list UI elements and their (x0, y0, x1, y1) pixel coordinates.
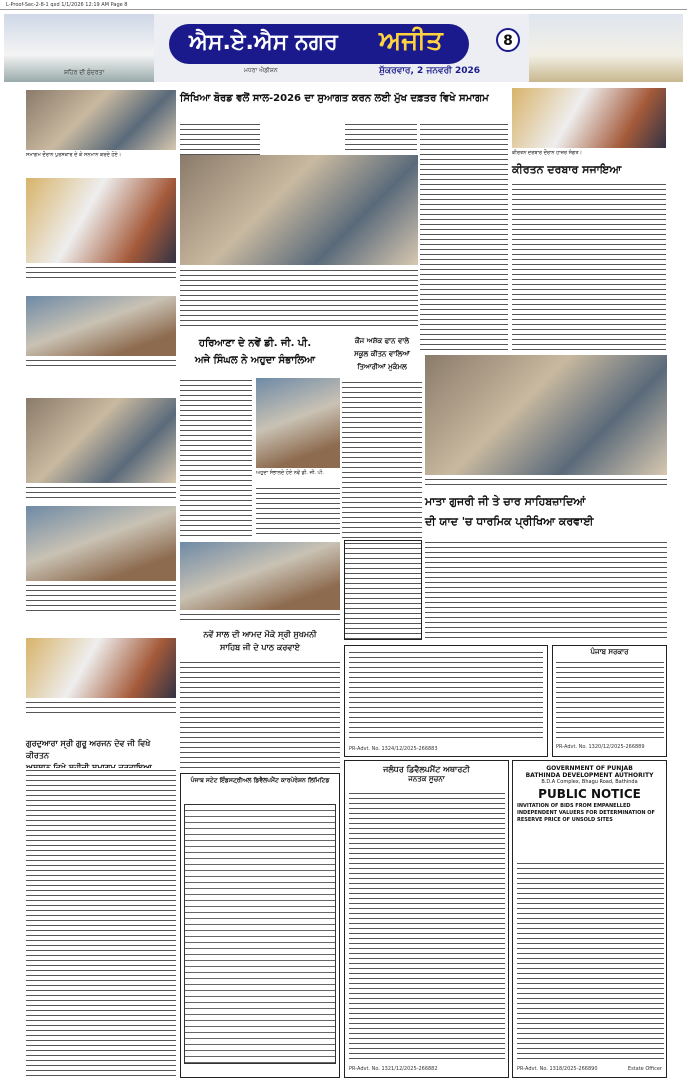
notice-pb-top-body (349, 650, 543, 740)
jalandhar-adv: PR-Advt. No. 1321/12/2025-266882 (349, 1066, 438, 1072)
caption-right-mid (425, 477, 667, 485)
industrial-table (184, 804, 336, 1064)
caption-sukhmani (180, 612, 340, 624)
public-notice-title: PUBLIC NOTICE (538, 787, 641, 801)
caption-left-5 (26, 583, 176, 613)
notice-jalandhar (344, 760, 509, 1078)
text-main-2 (345, 122, 417, 152)
headline-kirtan: ਕੀਰਤਨ ਦਰਬਾਰ ਸਜਾਇਆ (512, 163, 622, 176)
caption-kirtan: ਕੀਰਤਨ ਦਰਬਾਰ ਦੌਰਾਨ ਹਾਜ਼ਰ ਸੰਗਤ। (512, 150, 582, 156)
headline-sukhmani-2: ਸਾਹਿਬ ਜੀ ਦੇ ਪਾਠ ਕਰਵਾਏ (220, 643, 300, 652)
text-sukhmani (180, 660, 340, 770)
jalandhar-body (349, 791, 505, 1061)
headline-kaunj (342, 335, 422, 377)
caption-left-3 (26, 358, 176, 368)
bathinda-addr: B.D.A Complex, Bhagu Road, Bathinda (541, 779, 638, 785)
notice-bathinda (512, 760, 667, 1078)
text-dgp-2 (256, 486, 340, 538)
page-number-badge (496, 28, 520, 52)
headline-gurdwara (26, 738, 176, 764)
industrial-title: ਪੰਜਾਬ ਸਟੇਟ ਇੰਡਸਟ੍ਰੀਅਲ ਡਿਵੈਲਪਮੈਂਟ ਕਾਰਪੋਰੇਸ਼ਨ ਲਿਮਿਟਿਡ (190, 777, 330, 784)
photo-right-mid (425, 355, 667, 475)
notice-right-mid-adv: PR-Advt. No. 1320/12/2025-266889 (556, 744, 645, 750)
photo-left-3 (26, 296, 176, 356)
bathinda-adv: PR-Advt. No. 1318/2025-266890 (517, 1066, 598, 1072)
notice-industrial (180, 773, 340, 1078)
text-dgp-1 (180, 378, 252, 538)
invitation-text: INVITATION OF BIDS FROM EMPANELLED INDEPENDENT VALUERS FOR DETERMINATION OF RESERVE PRICE OF UNSOLD SITES (517, 803, 655, 823)
headline-mata-gujri-2: ਦੀ ਯਾਦ 'ਚ ਧਾਰਮਿਕ ਪ੍ਰੀਖਿਆ ਕਰਵਾਈ (425, 515, 594, 528)
headline-gurdwara-1: ਗੁਰਦੁਆਰਾ ਸ੍ਰੀ ਗੁਰੂ ਅਰਜਨ ਦੇਵ ਜੀ ਵਿਖੇ ਕੀਰਤਨ (26, 739, 151, 760)
notice-punjab-right-body (556, 660, 664, 740)
headline-sukhmani (180, 628, 340, 658)
bathinda-body (517, 861, 664, 1061)
top-strip (0, 0, 687, 10)
notice-pb-top (344, 645, 548, 757)
masthead (4, 14, 683, 82)
photo-left-1 (26, 90, 176, 150)
caption-left-1: ਸਮਾਗਮ ਦੌਰਾਨ ਪੁਰਸਕਾਰ ਦੇ ਕੇ ਸਨਮਾਨ ਕਰਦੇ ਹੋਏ। (26, 152, 122, 158)
notice-center-top (344, 540, 422, 640)
headline-mata-gujri (425, 492, 667, 536)
notice-punjab-right (552, 645, 667, 757)
text-gurdwara (26, 768, 176, 1078)
photo-dgp (256, 378, 340, 468)
headline-dgp-2: ਅਜੇ ਸਿੰਘਲ ਨੇ ਅਹੁਦਾ ਸੰਭਾਲਿਆ (194, 355, 316, 366)
notice-pb-top-adv: PR-Advt. No. 1324/12/2025-266883 (349, 746, 438, 752)
caption-left-4 (26, 485, 176, 500)
file-info: L-Proof-Sec-2-8-1 qxd 1/1/2026 12:19 AM Page 8 (6, 2, 128, 8)
section-title: ਐਸ.ਏ.ਐਸ ਨਗਰ (189, 30, 338, 55)
right-skyline-image (529, 14, 683, 82)
jalandhar-title: ਜਲੰਧਰ ਡਿਵੈਲਪਮੈਂਟ ਅਥਾਰਟੀ (383, 765, 470, 774)
page-number: 8 (503, 33, 513, 49)
photo-kirtan (512, 88, 666, 148)
estate-officer: Estate Officer (627, 1066, 662, 1072)
headline-dgp-1: ਹਰਿਆਣਾ ਦੇ ਨਵੇਂ ਡੀ. ਜੀ. ਪੀ. (198, 338, 312, 349)
date-line: ਸ਼ੁੱਕਰਵਾਰ, 2 ਜਨਵਰੀ 2026 (379, 66, 481, 76)
headline-main: ਸਿੱਖਿਆ ਬੋਰਡ ਵਲੋਂ ਸਾਲ-2026 ਦਾ ਸੁਆਗਤ ਕਰਨ ਲਈ ਮੁੱਖ ਦਫ਼ਤਰ ਵਿਖੇ ਸਮਾਗਮ (180, 93, 489, 104)
photo-sukhmani (180, 542, 340, 610)
bathinda-gov: GOVERNMENT OF PUNJAB (546, 765, 633, 772)
photo-left-2 (26, 178, 176, 263)
headline-sukhmani-1: ਨਵੇਂ ਸਾਲ ਦੀ ਆਮਦ ਮੌਕੇ ਸ੍ਰੀ ਸੁਖਮਨੀ (203, 630, 317, 639)
text-mata-gujri (425, 540, 667, 640)
photo-left-6 (26, 638, 176, 698)
headline-kaunj-3: ਤਿਆਰੀਆਂ ਮੁਕੰਮਲ (357, 363, 407, 371)
caption-dgp: ਅਹੁਦਾ ਸੰਭਾਲਦੇ ਹੋਏ ਨਵੇਂ ਡੀ. ਜੀ. ਪੀ. (256, 470, 324, 476)
text-main-4 (180, 268, 418, 328)
photo-left-4 (26, 398, 176, 483)
headline-dgp (180, 335, 330, 371)
left-tag: ਸ਼ਹਿਰ ਦੀ ਸੁੰਦਰਤਾ (64, 69, 105, 76)
photo-main (180, 155, 418, 265)
headline-mata-gujri-1: ਮਾਤਾ ਗੁਜਰੀ ਜੀ ਤੇ ਚਾਰ ਸਾਹਿਬਜ਼ਾਦਿਆਂ (425, 495, 586, 508)
headline-kaunj-1: ਕੌਂਜ ਅਸ਼ੱਕ ਫਾਨ ਵਾਲੇ (354, 337, 410, 345)
text-kirtan (512, 182, 666, 352)
text-kaunj (342, 380, 422, 540)
paper-name: ਅਜੀਤ (379, 26, 443, 56)
text-main-3 (420, 122, 508, 350)
notice-center-top-body (345, 541, 421, 639)
caption-left-6 (26, 700, 176, 715)
sub-label: ਮਧਰਾ ਐਡੀਸ਼ਨ (244, 67, 278, 74)
punjab-label: ਪੰਜਾਬ ਸਰਕਾਰ (590, 648, 629, 656)
caption-left-2 (26, 265, 176, 280)
headline-kaunj-2: ਸਕੂਲ ਕੀਤਨ ਵਾਲਿਆਂ (354, 350, 410, 358)
bathinda-name: BATHINDA DEVELOPMENT AUTHORITY (525, 772, 654, 779)
jalandhar-sub: ਜਨਤਕ ਸੂਚਨਾ (408, 775, 445, 783)
photo-left-5 (26, 506, 176, 581)
